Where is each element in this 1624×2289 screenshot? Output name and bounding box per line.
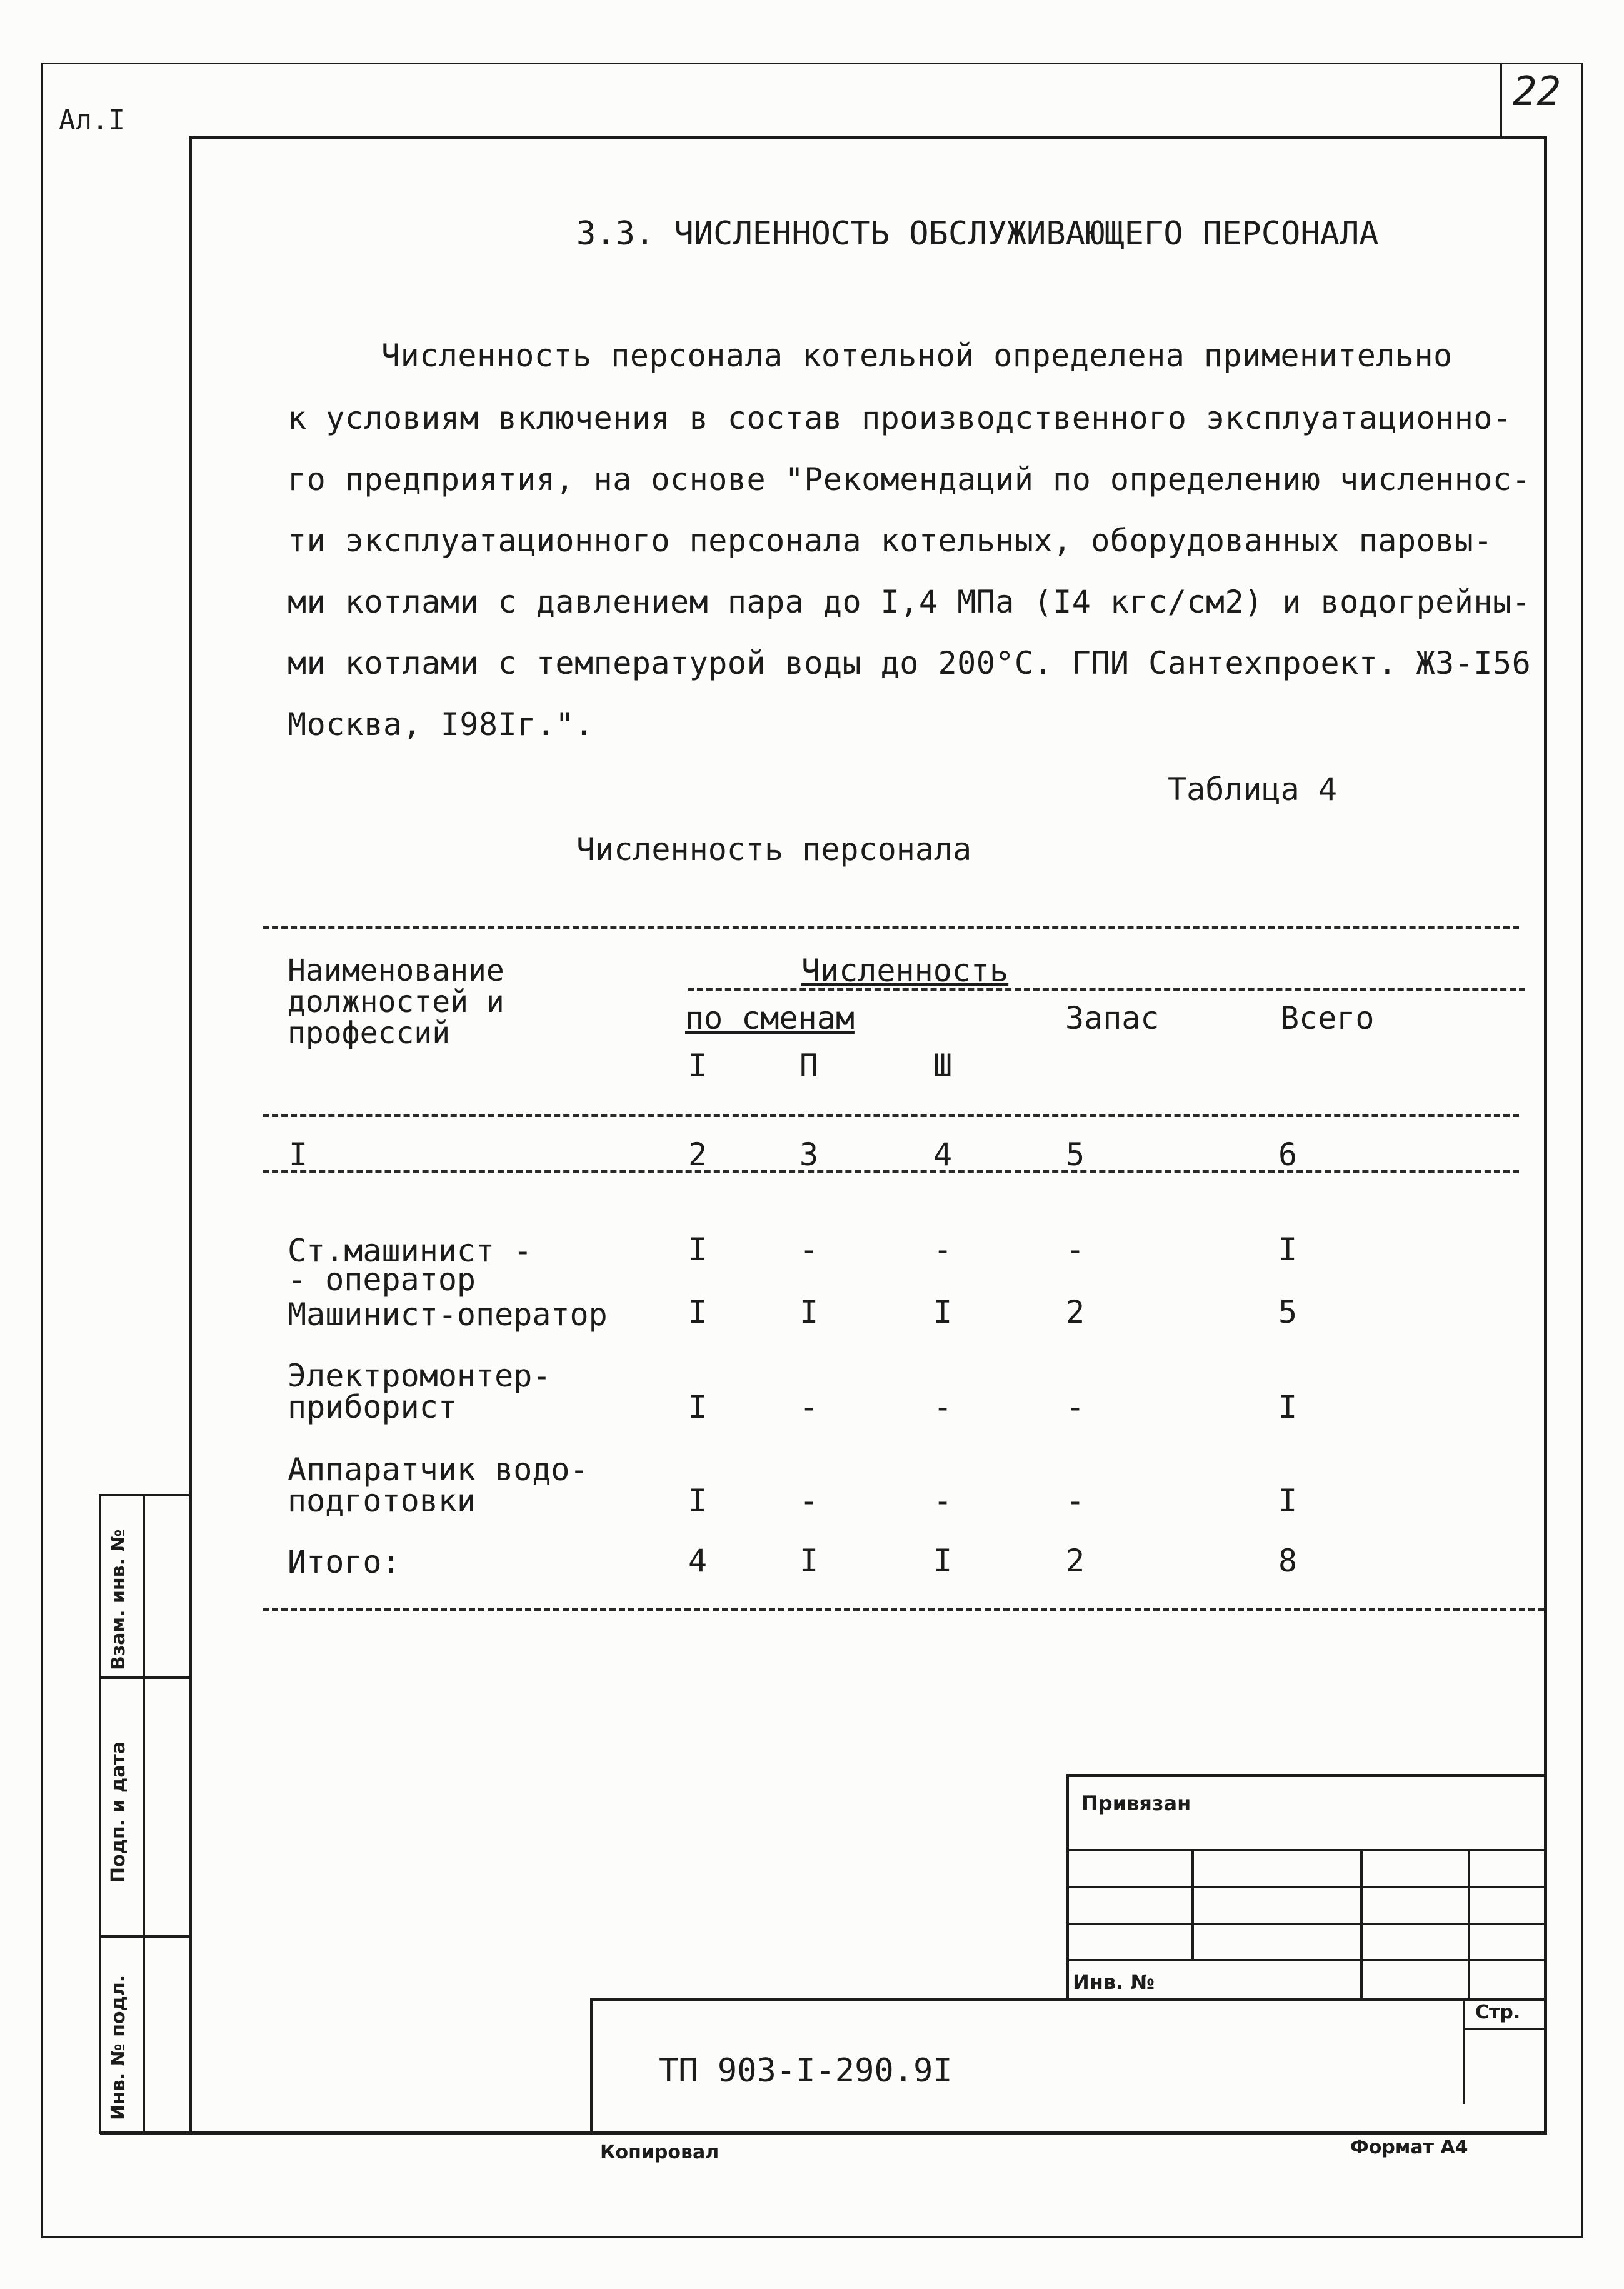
stamp-page-left	[1463, 1998, 1465, 2104]
col-number-1: I	[289, 1136, 308, 1173]
section-title: 3.3. ЧИСЛЕННОСТЬ ОБСЛУЖИВАЮЩЕГО ПЕРСОНАЛА	[576, 215, 1379, 253]
header-shift-1: I	[688, 1048, 708, 1084]
sheet-ref: Ал.I	[59, 104, 125, 136]
row-2-name-line-1: Машинист-оператор	[288, 1296, 608, 1333]
row-3-name-line-2: приборист	[288, 1389, 457, 1425]
body-line-4: ти эксплуатационного персонала котельных, оборудованных паровы-	[288, 523, 1493, 559]
row-5-name-line-1: Итого:	[288, 1544, 401, 1580]
stamp-row-1	[1066, 1849, 1546, 1851]
side-stamp-divider	[143, 1494, 145, 2134]
stamp-bound-label: Привязан	[1081, 1791, 1191, 1815]
row-4-name-line-2: подготовки	[288, 1483, 476, 1519]
col-number-6: 6	[1278, 1136, 1298, 1173]
row-1-name-line-1: Ст.машинист -	[288, 1233, 533, 1269]
header-total: Всего	[1280, 1000, 1375, 1036]
side-stamp-sep-2	[99, 1935, 190, 1938]
table-rule-top	[263, 926, 1519, 929]
col-number-3: 3	[799, 1136, 819, 1173]
inner-frame-right	[1544, 136, 1547, 2134]
side-stamp-left	[99, 1494, 101, 2134]
stamp-row-4	[1066, 1959, 1546, 1961]
row-5-shift-2: I	[799, 1543, 819, 1579]
stamp-row-3	[1066, 1923, 1546, 1925]
outer-frame-left	[41, 63, 43, 2238]
row-1-shift-3: -	[933, 1231, 953, 1268]
stamp-col-3	[1468, 1849, 1470, 2000]
side-stamp-top	[99, 1494, 190, 1496]
row-1-total: I	[1278, 1231, 1298, 1268]
row-2-shift-2: I	[799, 1294, 819, 1330]
stamp-inv-label: Инв. №	[1073, 1970, 1155, 1994]
table-rule-bottom	[263, 1608, 1544, 1611]
header-shift-3: Ш	[933, 1048, 953, 1084]
col-number-5: 5	[1065, 1136, 1085, 1173]
stamp-main-top	[590, 1998, 1546, 2001]
row-1-name-line-2: - оператор	[288, 1261, 476, 1298]
table-rule-header-bottom	[263, 1114, 1519, 1117]
inner-frame-bottom	[100, 2131, 1547, 2135]
row-4-shift-3: -	[933, 1483, 953, 1519]
inner-frame-left	[189, 136, 192, 2134]
header-shift-2: П	[799, 1048, 819, 1084]
header-col-name-1: Наименование	[288, 953, 504, 988]
row-1-shift-2: -	[799, 1231, 819, 1268]
header-subgroup: по сменам	[685, 1000, 855, 1036]
row-4-name-line-1: Аппаратчик водо-	[288, 1451, 589, 1488]
page-number: 22	[1513, 69, 1561, 115]
row-2-reserve: 2	[1065, 1294, 1085, 1330]
stamp-page-sep	[1463, 2028, 1546, 2030]
stamp-col-2	[1360, 1849, 1363, 2000]
row-2-shift-3: I	[933, 1294, 953, 1330]
table-label: Таблица 4	[1168, 771, 1337, 808]
row-3-reserve: -	[1065, 1389, 1085, 1425]
row-5-reserve: 2	[1065, 1543, 1085, 1579]
outer-frame-bottom	[41, 2236, 1583, 2238]
row-5-shift-3: I	[933, 1543, 953, 1579]
body-line-7: Москва, I98Iг.".	[288, 706, 594, 743]
header-reserve: Запас	[1065, 1000, 1160, 1036]
table-title: Численность персонала	[576, 831, 972, 868]
inner-frame-top	[189, 136, 1545, 139]
side-stamp-sep-1	[99, 1676, 190, 1679]
body-line-2: к условиям включения в состав производственного эксплуатационно-	[288, 400, 1512, 436]
side-stamp-label-signature: Подп. и дата	[108, 1741, 129, 1883]
header-col-name-2: должностей и	[288, 984, 504, 1019]
row-2-shift-1: I	[688, 1294, 708, 1330]
footer-copied: Копировал	[600, 2141, 719, 2163]
header-group: Численность	[801, 953, 1009, 989]
row-3-shift-3: -	[933, 1389, 953, 1425]
row-2-total: 5	[1278, 1294, 1298, 1330]
row-3-name-line-1: Электромонтер-	[288, 1358, 551, 1394]
row-1-reserve: -	[1065, 1231, 1085, 1268]
stamp-main-left	[590, 1998, 593, 2134]
row-3-shift-2: -	[799, 1389, 819, 1425]
row-4-shift-2: -	[799, 1483, 819, 1519]
body-line-6: ми котлами с температурой воды до 200°С. ГПИ Сантехпроект. ЖЗ-I56	[288, 645, 1531, 681]
table-rule-numbers	[263, 1170, 1519, 1173]
row-4-shift-1: I	[688, 1483, 708, 1519]
body-line-5: ми котлами с давлением пара до I,4 МПа (I4 кгс/см2) и водогрейны-	[288, 584, 1531, 620]
row-4-total: I	[1278, 1483, 1298, 1519]
outer-frame-right	[1581, 63, 1583, 2238]
row-5-shift-1: 4	[688, 1543, 708, 1579]
row-4-reserve: -	[1065, 1483, 1085, 1519]
stamp-upper-top	[1066, 1774, 1546, 1777]
col-number-4: 4	[933, 1136, 953, 1173]
doc-code: ТП 903-I-290.9I	[659, 2052, 953, 2090]
body-line-1: Численность персонала котельной определена применительно	[381, 338, 1453, 374]
stamp-row-2	[1066, 1886, 1546, 1888]
col-number-2: 2	[688, 1136, 708, 1173]
outer-frame-top	[41, 63, 1583, 64]
side-stamp-label-inventory: Инв. № подл.	[108, 1975, 129, 2120]
body-line-3: го предприятия, на основе "Рекомендаций по определению численнос-	[288, 461, 1531, 498]
stamp-col-1	[1191, 1849, 1194, 1960]
footer-format: Формат А4	[1350, 2136, 1468, 2158]
row-3-shift-1: I	[688, 1389, 708, 1425]
row-3-total: I	[1278, 1389, 1298, 1425]
side-stamp-label-replace: Взам. инв. №	[108, 1529, 129, 1670]
row-5-total: 8	[1278, 1543, 1298, 1579]
page-box-left	[1500, 63, 1502, 136]
row-1-shift-1: I	[688, 1231, 708, 1268]
header-col-name-3: профессий	[288, 1016, 451, 1051]
stamp-page-label: Стр.	[1475, 2001, 1521, 2023]
